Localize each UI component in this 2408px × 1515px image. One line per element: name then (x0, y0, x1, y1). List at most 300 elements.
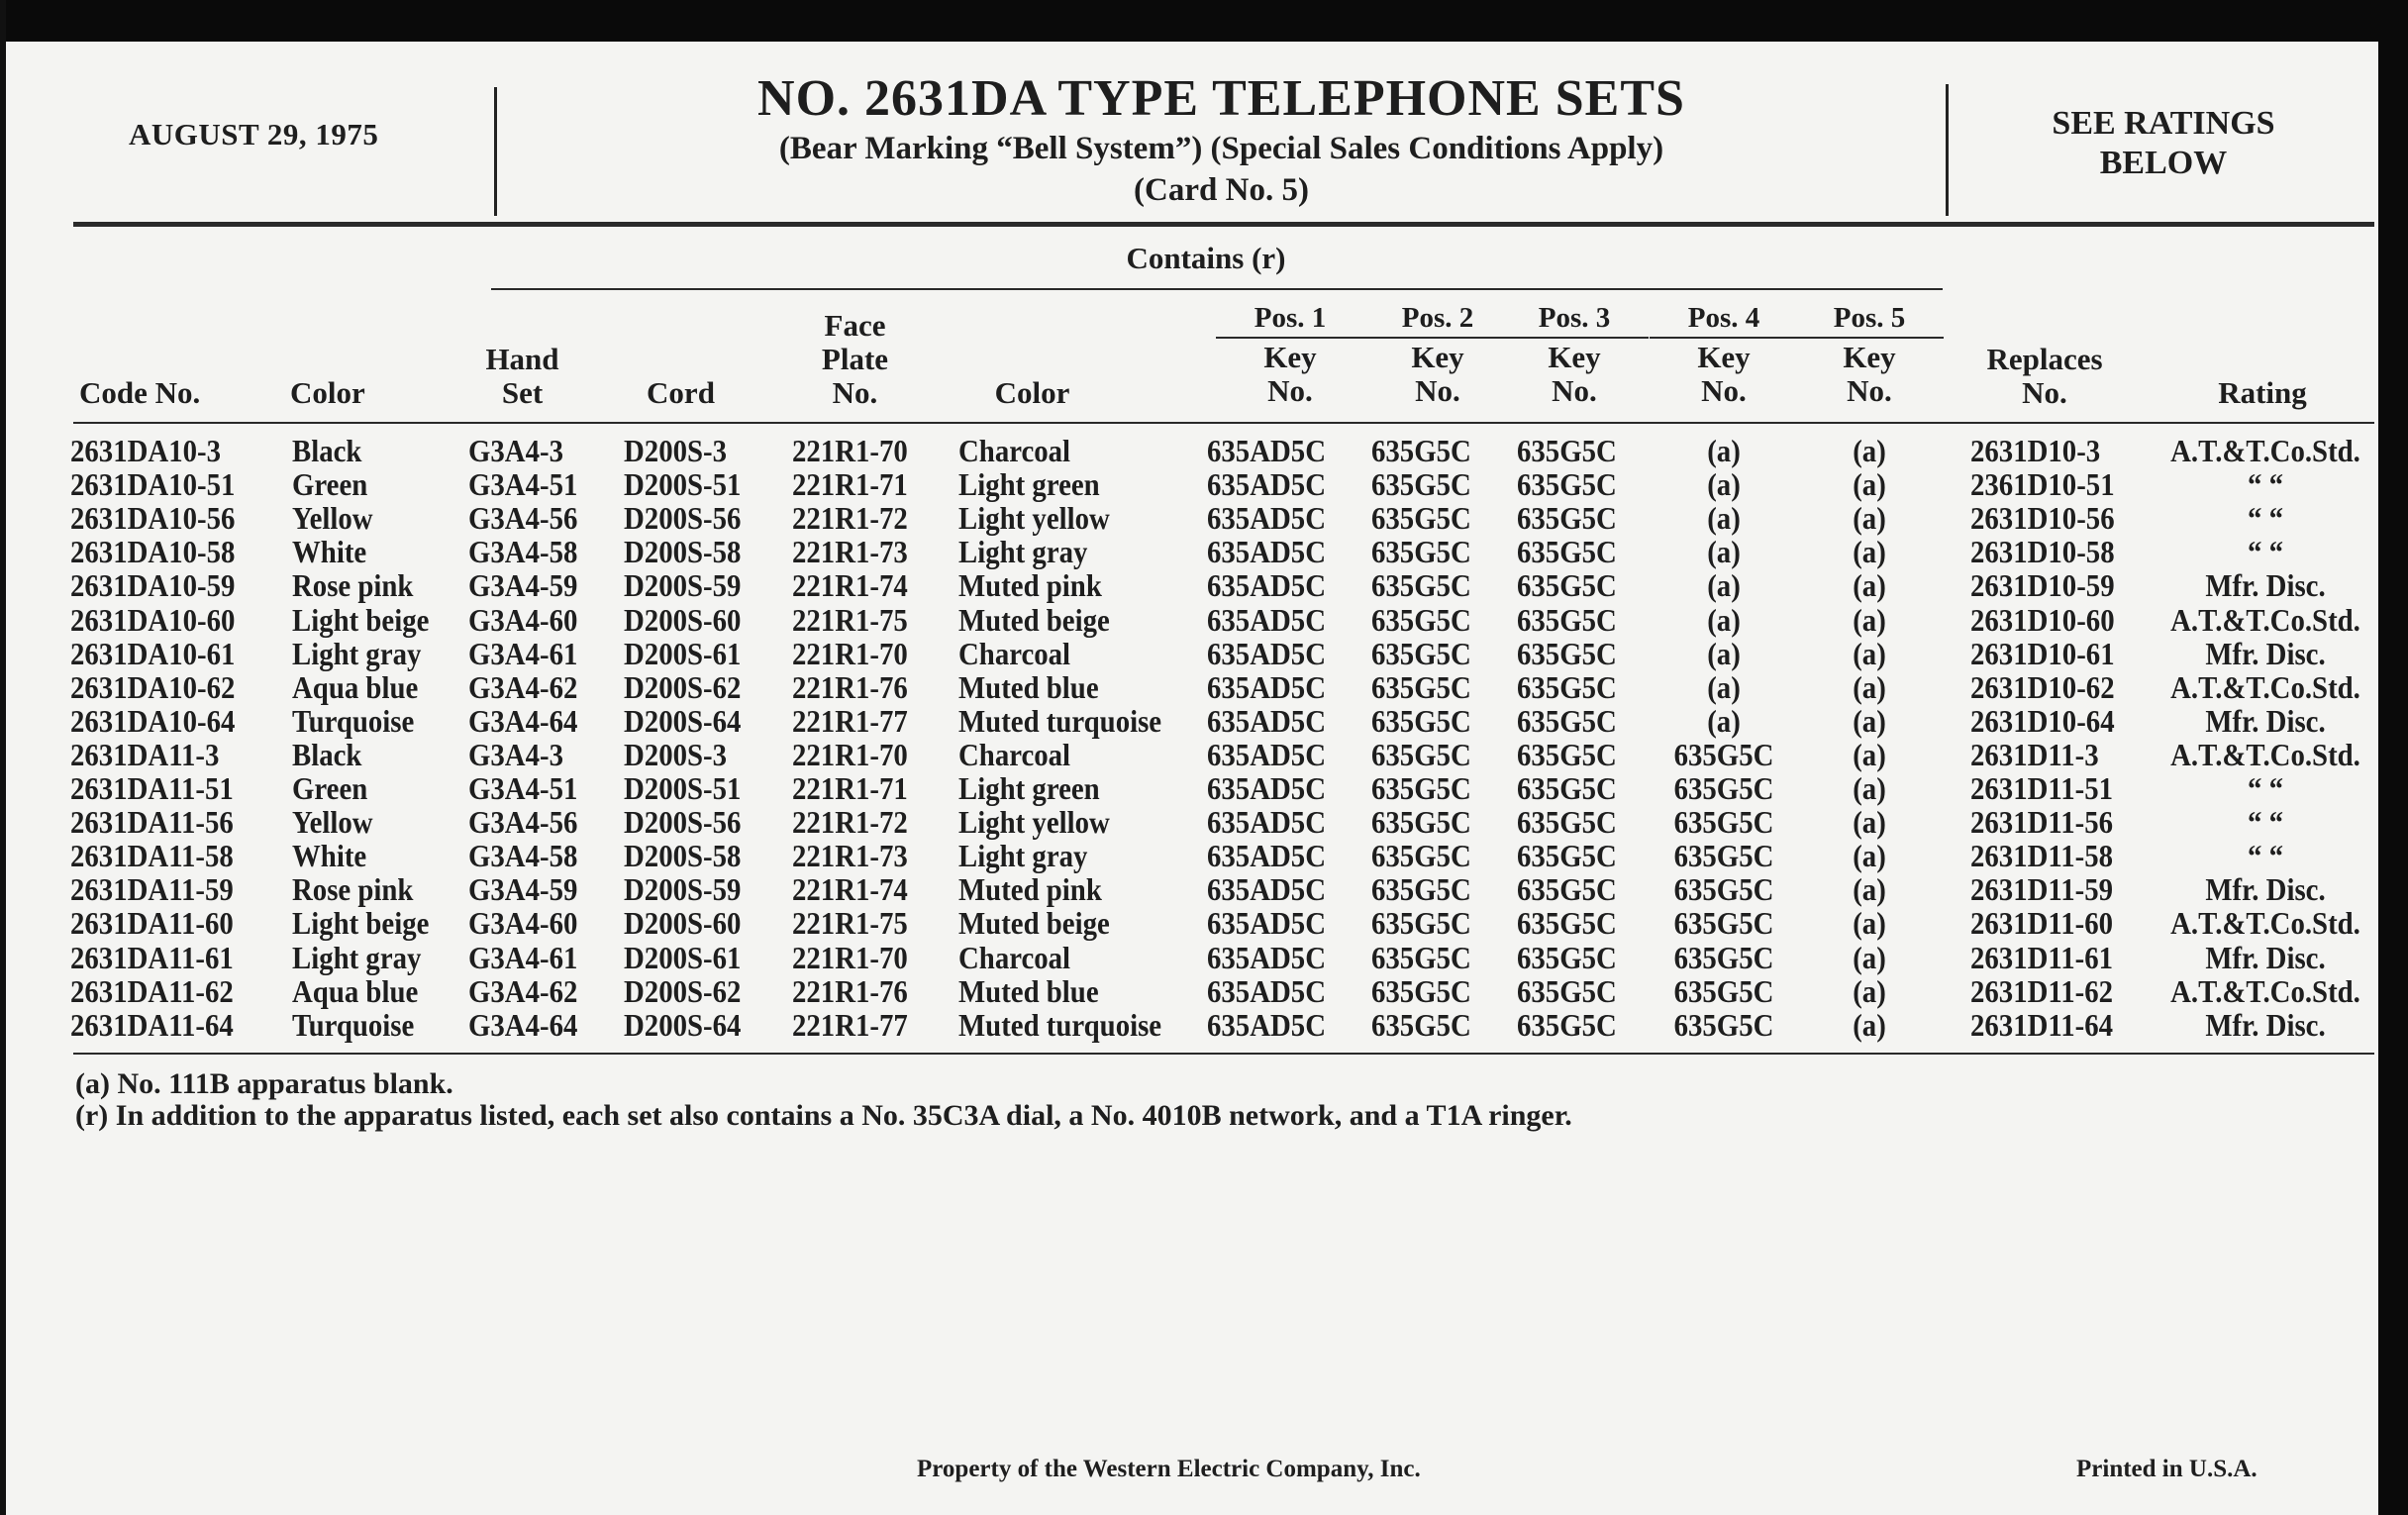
cell-cord: D200S-61 (624, 939, 742, 975)
col-header-face-line1: Face (824, 308, 886, 343)
cell-color: Light gray (292, 939, 422, 975)
cell-pos5-key: (a) (1853, 668, 1886, 705)
cell-pos1-key: 635AD5C (1207, 702, 1326, 739)
cell-face-plate: 221R1-72 (792, 500, 908, 537)
cell-pos5-key: (a) (1853, 905, 1886, 942)
cell-pos3-key: 635G5C (1517, 736, 1617, 772)
cell-code: 2631DA10-61 (70, 635, 236, 671)
cell-plate-color: Light yellow (958, 500, 1110, 537)
cell-hand-set: G3A4-62 (468, 668, 578, 705)
cell-plate-color: Light green (958, 770, 1100, 806)
cell-cord: D200S-60 (624, 601, 742, 638)
col-header-face-plate (798, 309, 912, 410)
cell-pos4-key: (a) (1707, 500, 1741, 537)
cell-code: 2631DA11-60 (70, 905, 234, 942)
cell-pos1-key: 635AD5C (1207, 601, 1326, 638)
cell-pos3-key: 635G5C (1517, 871, 1617, 908)
cell-hand-set: G3A4-58 (468, 534, 578, 570)
table-row (0, 704, 2408, 738)
cell-face-plate: 221R1-70 (792, 736, 908, 772)
cell-code: 2631DA10-58 (70, 534, 236, 570)
cell-pos2-key: 635G5C (1371, 804, 1471, 841)
table-row (0, 603, 2408, 637)
cell-pos2-key: 635G5C (1371, 567, 1471, 604)
cell-color: White (292, 534, 367, 570)
cell-pos5-key: (a) (1853, 804, 1886, 841)
cell-plate-color: Charcoal (958, 736, 1071, 772)
contains-rule (491, 288, 1943, 290)
col-header-hand-set (465, 343, 579, 410)
cell-color: Aqua blue (292, 668, 419, 705)
cell-hand-set: G3A4-3 (468, 736, 563, 772)
cell-rating: Mfr. Disc. (2205, 939, 2326, 975)
cell-replaces: 2631D10-60 (1970, 601, 2115, 638)
pos-label: Pos. 3 (1538, 302, 1611, 334)
header-rule (73, 222, 2374, 227)
cell-pos3-key: 635G5C (1517, 567, 1617, 604)
cell-rating: “ “ (2248, 770, 2283, 806)
cell-code: 2631DA11-58 (70, 838, 234, 874)
cell-face-plate: 221R1-75 (792, 601, 908, 638)
col-header-replaces-line2: No. (2022, 375, 2067, 410)
cell-pos3-key: 635G5C (1517, 668, 1617, 705)
col-header-face-line2: Plate (821, 342, 889, 376)
cell-pos4-key: 635G5C (1673, 736, 1774, 772)
pos-rule (1500, 337, 1649, 339)
cell-pos3-key: 635G5C (1517, 939, 1617, 975)
cell-pos3-key: 635G5C (1517, 770, 1617, 806)
cell-pos4-key: (a) (1707, 601, 1741, 638)
cell-rating: Mfr. Disc. (2205, 871, 2326, 908)
col-header-cord: Cord (647, 375, 715, 410)
pos-label: Pos. 2 (1401, 302, 1474, 334)
table-row (0, 501, 2408, 535)
cell-color: Yellow (292, 500, 373, 537)
cell-pos3-key: 635G5C (1517, 466, 1617, 503)
table-row (0, 637, 2408, 670)
cell-replaces: 2631D11-58 (1970, 838, 2113, 874)
cell-face-plate: 221R1-73 (792, 534, 908, 570)
cell-pos2-key: 635G5C (1371, 736, 1471, 772)
cell-replaces: 2631D11-60 (1970, 905, 2113, 942)
cell-code: 2631DA10-56 (70, 500, 236, 537)
cell-plate-color: Charcoal (958, 635, 1071, 671)
cell-pos4-key: (a) (1707, 466, 1741, 503)
cell-pos4-key: 635G5C (1673, 804, 1774, 841)
cell-plate-color: Light gray (958, 534, 1088, 570)
cell-pos4-key: 635G5C (1673, 905, 1774, 942)
pos-label: Pos. 1 (1254, 302, 1327, 334)
cell-pos5-key: (a) (1853, 601, 1886, 638)
cell-pos5-key: (a) (1853, 972, 1886, 1009)
cell-hand-set: G3A4-58 (468, 838, 578, 874)
cell-pos1-key: 635AD5C (1207, 838, 1326, 874)
table-bottom-rule (73, 1053, 2374, 1055)
footer-printed: Printed in U.S.A. (2076, 1456, 2258, 1482)
cell-cord: D200S-60 (624, 905, 742, 942)
cell-pos3-key: 635G5C (1517, 972, 1617, 1009)
col-header-rating: Rating (2218, 375, 2307, 410)
pos-rule (1216, 337, 1364, 339)
col-header-pos-3 (1510, 301, 1639, 408)
cell-pos3-key: 635G5C (1517, 433, 1617, 468)
cell-cord: D200S-62 (624, 972, 742, 1009)
cell-code: 2631DA10-64 (70, 702, 236, 739)
cell-pos1-key: 635AD5C (1207, 939, 1326, 975)
table-row (0, 906, 2408, 940)
cell-pos1-key: 635AD5C (1207, 635, 1326, 671)
cell-face-plate: 221R1-73 (792, 838, 908, 874)
cell-pos3-key: 635G5C (1517, 635, 1617, 671)
cell-replaces: 2631D10-62 (1970, 668, 2115, 705)
cell-cord: D200S-51 (624, 770, 742, 806)
cell-replaces: 2631D11-51 (1970, 770, 2113, 806)
col-header-replaces-line1: Replaces (1986, 342, 2103, 376)
pos-label: Pos. 5 (1833, 302, 1906, 334)
cell-plate-color: Muted pink (958, 567, 1102, 604)
cell-color: Turquoise (292, 1006, 415, 1043)
key-label: Key (1411, 340, 1464, 374)
cell-code: 2631DA10-51 (70, 466, 236, 503)
cell-cord: D200S-58 (624, 838, 742, 874)
cell-face-plate: 221R1-72 (792, 804, 908, 841)
key-label: Key (1548, 340, 1601, 374)
cell-pos1-key: 635AD5C (1207, 972, 1326, 1009)
cell-pos2-key: 635G5C (1371, 601, 1471, 638)
cell-color: Black (292, 433, 362, 468)
page-title: NO. 2631DA TYPE TELEPHONE SETS (757, 70, 1685, 127)
cell-pos5-key: (a) (1853, 500, 1886, 537)
table-row (0, 670, 2408, 704)
cell-hand-set: G3A4-60 (468, 601, 578, 638)
pos-rule (1363, 337, 1512, 339)
cell-pos5-key: (a) (1853, 736, 1886, 772)
cell-color: Rose pink (292, 567, 414, 604)
no-label: No. (1701, 373, 1747, 408)
cell-pos4-key: (a) (1707, 433, 1741, 468)
table-row (0, 1008, 2408, 1042)
cell-pos4-key: 635G5C (1673, 972, 1774, 1009)
cell-rating: “ “ (2248, 500, 2283, 537)
cell-code: 2631DA11-61 (70, 939, 234, 975)
cell-cord: D200S-64 (624, 1006, 742, 1043)
cell-pos2-key: 635G5C (1371, 770, 1471, 806)
cell-pos2-key: 635G5C (1371, 838, 1471, 874)
cell-color: Light beige (292, 905, 430, 942)
ratings-line-2: BELOW (2099, 145, 2228, 181)
table-row (0, 839, 2408, 872)
table-row (0, 434, 2408, 467)
cell-pos2-key: 635G5C (1371, 905, 1471, 942)
cell-hand-set: G3A4-56 (468, 804, 578, 841)
cell-rating: A.T.&T.Co.Std. (2170, 736, 2360, 772)
cell-color: Yellow (292, 804, 373, 841)
cell-replaces: 2631D10-59 (1970, 567, 2115, 604)
cell-cord: D200S-59 (624, 871, 742, 908)
table-row (0, 872, 2408, 906)
table-row (0, 535, 2408, 568)
cell-hand-set: G3A4-61 (468, 635, 578, 671)
col-header-pos-4 (1659, 301, 1788, 408)
cell-pos4-key: 635G5C (1673, 939, 1774, 975)
cell-code: 2631DA10-3 (70, 433, 221, 468)
col-header-hand-set-line1: Hand (485, 342, 559, 376)
contains-label: Contains (r) (1126, 241, 1286, 275)
no-label: No. (1267, 373, 1313, 408)
cell-pos2-key: 635G5C (1371, 972, 1471, 1009)
cell-color: Green (292, 466, 368, 503)
cell-pos1-key: 635AD5C (1207, 770, 1326, 806)
cell-pos3-key: 635G5C (1517, 534, 1617, 570)
cell-plate-color: Light yellow (958, 804, 1110, 841)
cell-pos1-key: 635AD5C (1207, 804, 1326, 841)
cell-pos3-key: 635G5C (1517, 804, 1617, 841)
cell-plate-color: Light green (958, 466, 1100, 503)
cell-cord: D200S-56 (624, 804, 742, 841)
no-label: No. (1552, 373, 1597, 408)
cell-rating: A.T.&T.Co.Std. (2170, 601, 2360, 638)
cell-hand-set: G3A4-56 (468, 500, 578, 537)
cell-plate-color: Charcoal (958, 433, 1071, 468)
cell-rating: “ “ (2248, 804, 2283, 841)
cell-code: 2631DA10-60 (70, 601, 236, 638)
cell-cord: D200S-62 (624, 668, 742, 705)
key-label: Key (1843, 340, 1896, 374)
cell-hand-set: G3A4-59 (468, 567, 578, 604)
cell-pos1-key: 635AD5C (1207, 466, 1326, 503)
cell-code: 2631DA11-3 (70, 736, 220, 772)
cell-code: 2631DA10-62 (70, 668, 236, 705)
cell-pos2-key: 635G5C (1371, 871, 1471, 908)
cell-pos2-key: 635G5C (1371, 466, 1471, 503)
cell-pos5-key: (a) (1853, 567, 1886, 604)
cell-pos2-key: 635G5C (1371, 534, 1471, 570)
table-row (0, 738, 2408, 771)
cell-pos3-key: 635G5C (1517, 601, 1617, 638)
cell-hand-set: G3A4-60 (468, 905, 578, 942)
cell-color: Light gray (292, 635, 422, 671)
cell-replaces: 2631D11-61 (1970, 939, 2113, 975)
cell-rating: A.T.&T.Co.Std. (2170, 972, 2360, 1009)
cell-rating: Mfr. Disc. (2205, 635, 2326, 671)
cell-replaces: 2631D11-3 (1970, 736, 2099, 772)
table-row (0, 941, 2408, 974)
cell-pos3-key: 635G5C (1517, 500, 1617, 537)
cell-face-plate: 221R1-71 (792, 466, 908, 503)
cell-pos5-key: (a) (1853, 1006, 1886, 1043)
cell-cord: D200S-61 (624, 635, 742, 671)
cell-code: 2631DA11-56 (70, 804, 234, 841)
cell-rating: A.T.&T.Co.Std. (2170, 668, 2360, 705)
cell-pos5-key: (a) (1853, 433, 1886, 468)
cell-rating: Mfr. Disc. (2205, 1006, 2326, 1043)
cell-hand-set: G3A4-62 (468, 972, 578, 1009)
cell-cord: D200S-56 (624, 500, 742, 537)
cell-pos2-key: 635G5C (1371, 635, 1471, 671)
no-label: No. (1415, 373, 1460, 408)
cell-rating: Mfr. Disc. (2205, 702, 2326, 739)
cell-pos1-key: 635AD5C (1207, 905, 1326, 942)
cell-replaces: 2631D11-56 (1970, 804, 2113, 841)
cell-face-plate: 221R1-70 (792, 433, 908, 468)
page-subtitle: (Bear Marking “Bell System”) (Special Sales Conditions Apply) (778, 131, 1664, 166)
cell-rating: A.T.&T.Co.Std. (2170, 905, 2360, 942)
cell-pos2-key: 635G5C (1371, 1006, 1471, 1043)
pos-label: Pos. 4 (1687, 302, 1760, 334)
cell-plate-color: Muted turquoise (958, 1006, 1162, 1043)
cell-replaces: 2631D10-58 (1970, 534, 2115, 570)
col-header-pos-2 (1373, 301, 1502, 408)
cell-face-plate: 221R1-77 (792, 702, 908, 739)
cell-pos1-key: 635AD5C (1207, 433, 1326, 468)
cell-face-plate: 221R1-70 (792, 635, 908, 671)
key-label: Key (1263, 340, 1317, 374)
table-row (0, 467, 2408, 501)
cell-cord: D200S-3 (624, 433, 728, 468)
cell-rating: “ “ (2248, 466, 2283, 503)
table-row (0, 568, 2408, 602)
cell-pos4-key: 635G5C (1673, 1006, 1774, 1043)
cell-replaces: 2631D11-64 (1970, 1006, 2113, 1043)
cell-pos2-key: 635G5C (1371, 702, 1471, 739)
cell-rating: A.T.&T.Co.Std. (2170, 433, 2360, 468)
cell-pos5-key: (a) (1853, 770, 1886, 806)
cell-face-plate: 221R1-77 (792, 1006, 908, 1043)
header-divider-right (1946, 84, 1949, 216)
cell-plate-color: Muted pink (958, 871, 1102, 908)
footnote-a: (a) No. 111B apparatus blank. (75, 1067, 453, 1100)
cell-pos4-key: (a) (1707, 702, 1741, 739)
cell-pos5-key: (a) (1853, 838, 1886, 874)
ratings-note (1951, 104, 2376, 183)
cell-pos1-key: 635AD5C (1207, 1006, 1326, 1043)
cell-pos3-key: 635G5C (1517, 702, 1617, 739)
cell-pos1-key: 635AD5C (1207, 500, 1326, 537)
cell-pos1-key: 635AD5C (1207, 668, 1326, 705)
cell-replaces: 2361D10-51 (1970, 466, 2115, 503)
cell-code: 2631DA10-59 (70, 567, 236, 604)
cell-hand-set: G3A4-51 (468, 466, 578, 503)
col-header-hand-set-line2: Set (501, 375, 544, 410)
cell-color: Turquoise (292, 702, 415, 739)
pos-rule (1795, 337, 1944, 339)
cell-pos5-key: (a) (1853, 871, 1886, 908)
cell-plate-color: Muted blue (958, 668, 1099, 705)
cell-hand-set: G3A4-3 (468, 433, 563, 468)
cell-rating: Mfr. Disc. (2205, 567, 2326, 604)
cell-pos2-key: 635G5C (1371, 939, 1471, 975)
cell-pos5-key: (a) (1853, 534, 1886, 570)
cell-pos4-key: (a) (1707, 635, 1741, 671)
cell-pos4-key: (a) (1707, 668, 1741, 705)
cell-hand-set: G3A4-59 (468, 871, 578, 908)
cell-cord: D200S-59 (624, 567, 742, 604)
cell-replaces: 2631D11-59 (1970, 871, 2113, 908)
cell-color: Rose pink (292, 871, 414, 908)
table-row (0, 771, 2408, 805)
cell-pos4-key: (a) (1707, 567, 1741, 604)
pos-rule (1650, 337, 1798, 339)
cell-plate-color: Muted beige (958, 905, 1110, 942)
cell-hand-set: G3A4-64 (468, 702, 578, 739)
col-header-pos-5 (1805, 301, 1934, 408)
cell-pos5-key: (a) (1853, 939, 1886, 975)
cell-pos1-key: 635AD5C (1207, 567, 1326, 604)
cell-face-plate: 221R1-76 (792, 972, 908, 1009)
cell-cord: D200S-3 (624, 736, 728, 772)
col-header-pos-1 (1226, 301, 1354, 408)
cell-replaces: 2631D10-64 (1970, 702, 2115, 739)
cell-pos1-key: 635AD5C (1207, 871, 1326, 908)
cell-color: Green (292, 770, 368, 806)
cell-face-plate: 221R1-74 (792, 871, 908, 908)
cell-pos4-key: 635G5C (1673, 838, 1774, 874)
cell-pos4-key: 635G5C (1673, 770, 1774, 806)
no-label: No. (1847, 373, 1892, 408)
col-header-color: Color (290, 375, 365, 410)
cell-plate-color: Light gray (958, 838, 1088, 874)
col-header-replaces (1970, 343, 2119, 410)
cell-code: 2631DA11-51 (70, 770, 234, 806)
cell-code: 2631DA11-62 (70, 972, 234, 1009)
col-header-code: Code No. (79, 375, 201, 410)
cell-rating: “ “ (2248, 534, 2283, 570)
cell-pos2-key: 635G5C (1371, 433, 1471, 468)
cell-replaces: 2631D10-3 (1970, 433, 2101, 468)
cell-pos5-key: (a) (1853, 635, 1886, 671)
cell-face-plate: 221R1-75 (792, 905, 908, 942)
cell-plate-color: Muted blue (958, 972, 1099, 1009)
cell-pos3-key: 635G5C (1517, 1006, 1617, 1043)
cell-pos2-key: 635G5C (1371, 668, 1471, 705)
col-header-plate-color: Color (994, 375, 1070, 410)
cell-pos3-key: 635G5C (1517, 905, 1617, 942)
card-number: (Card No. 5) (1134, 172, 1309, 208)
footnote-r: (r) In addition to the apparatus listed, each set also contains a No. 35C3A dial, a No. 4010B network, and a T1A ringer. (75, 1099, 1572, 1132)
cell-plate-color: Charcoal (958, 939, 1071, 975)
ratings-line-1: SEE RATINGS (2052, 105, 2275, 142)
col-header-face-line3: No. (832, 375, 878, 410)
cell-replaces: 2631D11-62 (1970, 972, 2113, 1009)
cell-color: White (292, 838, 367, 874)
cell-pos4-key: 635G5C (1673, 871, 1774, 908)
cell-color: Aqua blue (292, 972, 419, 1009)
footer-property: Property of the Western Electric Company, Inc. (917, 1456, 1421, 1482)
cell-hand-set: G3A4-61 (468, 939, 578, 975)
cell-hand-set: G3A4-51 (468, 770, 578, 806)
cell-replaces: 2631D10-56 (1970, 500, 2115, 537)
cell-cord: D200S-58 (624, 534, 742, 570)
cell-rating: “ “ (2248, 838, 2283, 874)
cell-pos5-key: (a) (1853, 702, 1886, 739)
cell-cord: D200S-64 (624, 702, 742, 739)
column-header-rule (73, 422, 2374, 424)
cell-face-plate: 221R1-74 (792, 567, 908, 604)
cell-color: Black (292, 736, 362, 772)
cell-face-plate: 221R1-70 (792, 939, 908, 975)
cell-face-plate: 221R1-71 (792, 770, 908, 806)
cell-color: Light beige (292, 601, 430, 638)
cell-code: 2631DA11-59 (70, 871, 234, 908)
table-row (0, 974, 2408, 1008)
cell-face-plate: 221R1-76 (792, 668, 908, 705)
cell-pos1-key: 635AD5C (1207, 736, 1326, 772)
cell-plate-color: Muted turquoise (958, 702, 1162, 739)
cell-code: 2631DA11-64 (70, 1006, 234, 1043)
key-label: Key (1697, 340, 1751, 374)
cell-plate-color: Muted beige (958, 601, 1110, 638)
table-row (0, 805, 2408, 839)
